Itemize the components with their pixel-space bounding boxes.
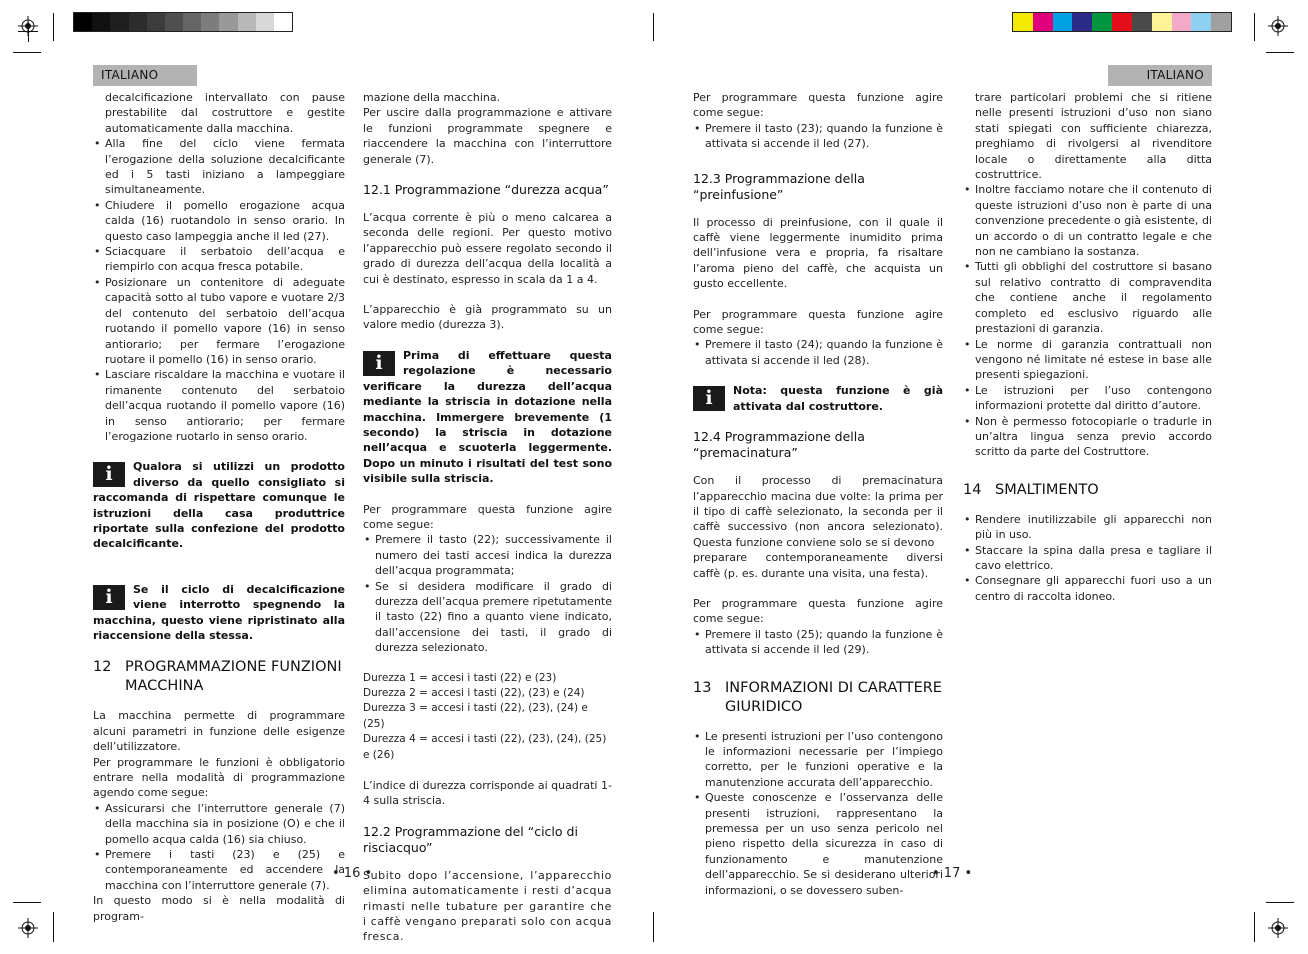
gray-swatch xyxy=(92,13,110,31)
list-item: • Alla fine del ciclo viene fermata l’erogazione della soluzione decalcificante ed i 5 tasti iniziano a lampeggiare simultaneamente. xyxy=(93,136,345,198)
color-swatch xyxy=(1033,13,1053,31)
paragraph: trare particolari problemi che si ritiene nelle presenti istruzioni d’uso non siano stati spiegati con sufficiente chiarezza, preghiamo di rivolgersi al rivenditore locale o direttamente alla ditta costruttrice. xyxy=(975,91,1212,182)
section-number: 12 xyxy=(93,659,112,676)
paragraph: Il processo di preinfusione, con il quale il caffè viene leggermente inumidito prima dell’infusione vera e propria, fa risaltare l’aroma pieno del caffè, che acquista un gusto eccellente. xyxy=(693,215,943,291)
gray-swatch xyxy=(110,13,128,31)
hardness-table xyxy=(363,671,612,763)
color-swatch xyxy=(1112,13,1132,31)
color-swatch xyxy=(1152,13,1172,31)
info-note xyxy=(93,459,345,551)
gray-swatch xyxy=(147,13,165,31)
bullet-list xyxy=(693,337,943,368)
note-text: Qualora si utilizzi un prodotto diverso da quello consigliato si raccomanda di rispettare comunque le istruzioni della casa produttrice riportate sulla confezione del prodotto decalcificante. xyxy=(93,460,345,551)
gray-swatch xyxy=(238,13,256,31)
color-swatch xyxy=(1211,13,1231,31)
page-number-right: • 17 • xyxy=(932,866,973,881)
list-item: • Se si desidera modificare il grado di durezza dell’acqua premere ripetutamente il tasto (22) fino a quanto viene indicato, dall’accensione dei tasti, il grado di durezza selezionato. xyxy=(363,579,612,656)
list-item: • Premere il tasto (22); successivamente il numero dei tasti accesi indica la durezza dell’acqua programmata; xyxy=(363,532,612,578)
list-item: • Le presenti istruzioni per l’uso contengono le informazioni necessarie per l’impiego corretto, per le funzioni operative e la manutenzione accurata dell’apparecchio. xyxy=(693,729,943,791)
paragraph: In questo modo si è nella modalità di program- xyxy=(93,894,345,923)
note-text: Prima di effettuare questa regolazione è necessario verificare la durezza dell’acqua mediante la striscia in dotazione nella macchina. Immergere brevemente (1 secondo) la striscia in dotazione nell’acqua e scuoterla leggermente. Dopo un minuto i risultati del test sono visibile sulla striscia. xyxy=(363,348,612,486)
column-4 xyxy=(963,90,1212,604)
gray-swatch xyxy=(183,13,201,31)
bullet-list xyxy=(693,121,943,152)
hardness-row: Durezza 4 = accesi i tasti (22), (23), (24), (25) e (26) xyxy=(363,733,607,761)
color-swatch xyxy=(1092,13,1112,31)
paragraph: preparare contemporaneamente diversi caffè (p. es. durante una visita, una festa). xyxy=(693,551,943,580)
gray-swatch xyxy=(219,13,237,31)
info-note xyxy=(693,383,943,414)
paragraph: Per programmare questa funzione agire come segue: xyxy=(363,502,612,531)
color-swatch xyxy=(1072,13,1092,31)
list-item: • Lasciare riscaldare la macchina e vuotare il rimanente contenuto del serbatoio dell’acqua ruotando il pomello vapore (16) in senso antiorario; per fermare l’erogazione ruotarlo in senso orario. xyxy=(93,367,345,444)
paragraph: L’indice di durezza corrisponde ai quadrati 1-4 sulla striscia. xyxy=(363,779,612,808)
list-item: • Inoltre facciamo notare che il contenuto di queste istruzioni d’uso non è parte di una convenzione precedente o già esistente, di un accordo o di un contratto legale e che non ne cambiano la sostanza. xyxy=(963,182,1212,259)
hardness-row: Durezza 3 = accesi i tasti (22), (23), (24) e (25) xyxy=(363,702,588,730)
registration-mark-top-right xyxy=(1268,16,1288,36)
hardness-row: Durezza 1 = accesi i tasti (22) e (23) xyxy=(363,671,557,684)
bullet-list xyxy=(93,801,345,893)
paragraph: Per programmare le funzioni è obbligatorio entrare nella modalità di programmazione agendo come segue: xyxy=(93,755,345,800)
bullet-list xyxy=(963,182,1212,459)
info-note xyxy=(363,348,612,487)
list-item: • Tutti gli obblighi del costruttore si basano sul relativo contratto di compravendita che contiene anche il regolamento completo ed esclusivo riguardo alle prestazioni di garanzia. xyxy=(963,259,1212,336)
list-item: • Premere il tasto (24); quando la funzione è attivata si accende il led (28). xyxy=(693,337,943,368)
language-label-right: ITALIANO xyxy=(1108,65,1212,86)
subsection-heading: 12.1 Programmazione “durezza acqua” xyxy=(363,182,609,198)
bullet-list xyxy=(693,627,943,658)
note-text: Se il ciclo di decalcificazione viene interrotto spegnendo la macchina, questo viene ripristinato alla riaccensione della stessa. xyxy=(93,582,345,642)
subsection-heading: 12.2 Programmazione del “ciclo di risciacquo” xyxy=(363,823,578,855)
list-item: • Chiudere il pomello erogazione acqua calda (16) ruotandolo in senso orario. In questo caso lampeggia anche il led (27). xyxy=(93,198,345,244)
color-calibration-strip xyxy=(1012,12,1232,32)
paragraph: Per programmare questa funzione agire come segue: xyxy=(693,596,943,626)
paragraph: Subito dopo l’accensione, l’apparecchio elimina automaticamente i resti d’acqua rimasti nelle tubature per garantire che i caffè vengano preparati solo con acqua fresca. xyxy=(363,868,612,944)
info-icon: i xyxy=(363,351,395,376)
paragraph: Per uscire dalla programmazione e attivare le funzioni programmate spegnere e riaccendere la macchina con l’interruttore generale (7). xyxy=(363,106,612,166)
list-item: • Le istruzioni per l’uso contengono informazioni protette dal diritto d’autore. xyxy=(963,383,1212,414)
hardness-row: Durezza 2 = accesi i tasti (22), (23) e (24) xyxy=(363,687,585,699)
section-title: SMALTIMENTO xyxy=(995,481,1099,498)
list-item: • Sciacquare il serbatoio dell’acqua e riempirlo con acqua fresca potabile. xyxy=(93,244,345,275)
section-title: PROGRAMMAZIONE FUNZIONI MACCHINA xyxy=(125,659,342,695)
section-heading xyxy=(93,658,345,696)
paragraph: decalcificazione intervallato con pause prestabilite dal costruttore e gestite automaticamente dalla macchina. xyxy=(105,91,345,135)
list-item: • Consegnare gli apparecchi fuori uso a un centro di raccolta idoneo. xyxy=(963,573,1212,604)
column-2 xyxy=(363,90,612,945)
section-title: INFORMAZIONI DI CARATTERE GIURIDICO xyxy=(725,679,942,715)
gray-swatch xyxy=(74,13,92,31)
bullet-list xyxy=(93,136,345,444)
list-item: • Assicurarsi che l’interruttore generale (7) della macchina sia in posizione (O) e che il pomello acqua calda (16) sia chiuso. xyxy=(93,801,345,847)
gray-swatch xyxy=(165,13,183,31)
info-icon: i xyxy=(93,462,125,487)
paragraph: Per programmare questa funzione agire come segue: xyxy=(693,307,943,337)
list-item: • Posizionare un contenitore di adeguate capacità sotto al tubo vapore e vuotare 2/3 del contenuto del serbatoio dell’acqua ruotando il pomello vapore (16) in senso antiorario; per fermare l’erogazione ruotare il pomello (16) in senso orario. xyxy=(93,275,345,367)
color-swatch xyxy=(1053,13,1073,31)
gray-swatch xyxy=(129,13,147,31)
section-heading xyxy=(693,679,943,717)
list-item: • Staccare la spina dalla presa e tagliare il cavo elettrico. xyxy=(963,543,1212,574)
paragraph: mazione della macchina. xyxy=(363,91,501,104)
info-note xyxy=(93,582,345,644)
paragraph: Per programmare questa funzione agire come segue: xyxy=(693,91,943,120)
bullet-list xyxy=(363,532,612,655)
page-number-left: • 16 • xyxy=(332,866,373,881)
list-item: • Queste conoscenze e l’osservanza delle presenti istruzioni, rappresentano la premessa per un uso senza pericolo nel pieno rispetto della sicurezza in caso di funzionamento e manutenzione dell’apparecchio. Se si desiderano ulteriori informazioni, o se dovessero suben- xyxy=(693,790,943,898)
registration-mark-bottom-left xyxy=(18,918,38,938)
list-item: • Premere il tasto (23); quando la funzione è attivata si accende il led (27). xyxy=(693,121,943,152)
info-icon: i xyxy=(93,585,125,610)
list-item: • Le norme di garanzia contrattuali non vengono né limitate né estese in base alle presenti spiegazioni. xyxy=(963,337,1212,383)
section-heading xyxy=(963,481,1212,500)
list-item: • Premere il tasto (25); quando la funzione è attivata si accende il led (29). xyxy=(693,627,943,658)
bullet-list xyxy=(963,512,1212,604)
list-item: • Non è permesso fotocopiarle o tradurle in un’altra lingua senza previo accordo scritto da parte del Costruttore. xyxy=(963,414,1212,460)
subsection-heading: 12.4 Programmazione della “premacinatura” xyxy=(693,429,865,461)
color-swatch xyxy=(1013,13,1033,31)
note-text: Nota: questa funzione è già attivata dal costruttore. xyxy=(733,384,943,413)
color-swatch xyxy=(1191,13,1211,31)
paragraph: La macchina permette di programmare alcuni parametri in funzione delle esigenze dell’utilizzatore. xyxy=(93,709,345,754)
section-number: 13 xyxy=(693,679,712,696)
gray-swatch xyxy=(256,13,274,31)
paragraph: L’acqua corrente è più o meno calcarea a seconda delle regioni. Per questo motivo l’apparecchio può essere regolato secondo il grado di durezza dell’acqua della località a cui è destinato, espresso in scala da 1 a 4. xyxy=(363,211,612,286)
info-icon: i xyxy=(693,386,725,411)
language-label-left: ITALIANO xyxy=(93,65,197,86)
registration-mark-top-left xyxy=(18,16,38,36)
paragraph: Con il processo di premacinatura l’apparecchio macina due volte: la prima per il tipo di caffè selezionato, la seconda per il caffè successivo (non ancora selezionato). Questa funzione conviene solo se si devono xyxy=(693,474,943,549)
gray-swatch xyxy=(201,13,219,31)
subsection-heading: 12.3 Programmazione della “preinfusione” xyxy=(693,170,865,202)
column-1 xyxy=(93,90,345,924)
paragraph: L’apparecchio è già programmato su un valore medio (durezza 3). xyxy=(363,303,612,332)
gray-swatch xyxy=(274,13,292,31)
section-number: 14 xyxy=(963,481,982,498)
bullet-list xyxy=(693,729,943,898)
registration-mark-bottom-right xyxy=(1268,918,1288,938)
column-3 xyxy=(693,90,943,898)
list-item: • Premere i tasti (23) e (25) e contemporaneamente ed accendere la macchina con l’interruttore generale (7). xyxy=(93,847,345,893)
grayscale-calibration-strip xyxy=(73,12,293,32)
list-item: • Rendere inutilizzabile gli apparecchi non più in uso. xyxy=(963,512,1212,543)
color-swatch xyxy=(1132,13,1152,31)
color-swatch xyxy=(1172,13,1192,31)
